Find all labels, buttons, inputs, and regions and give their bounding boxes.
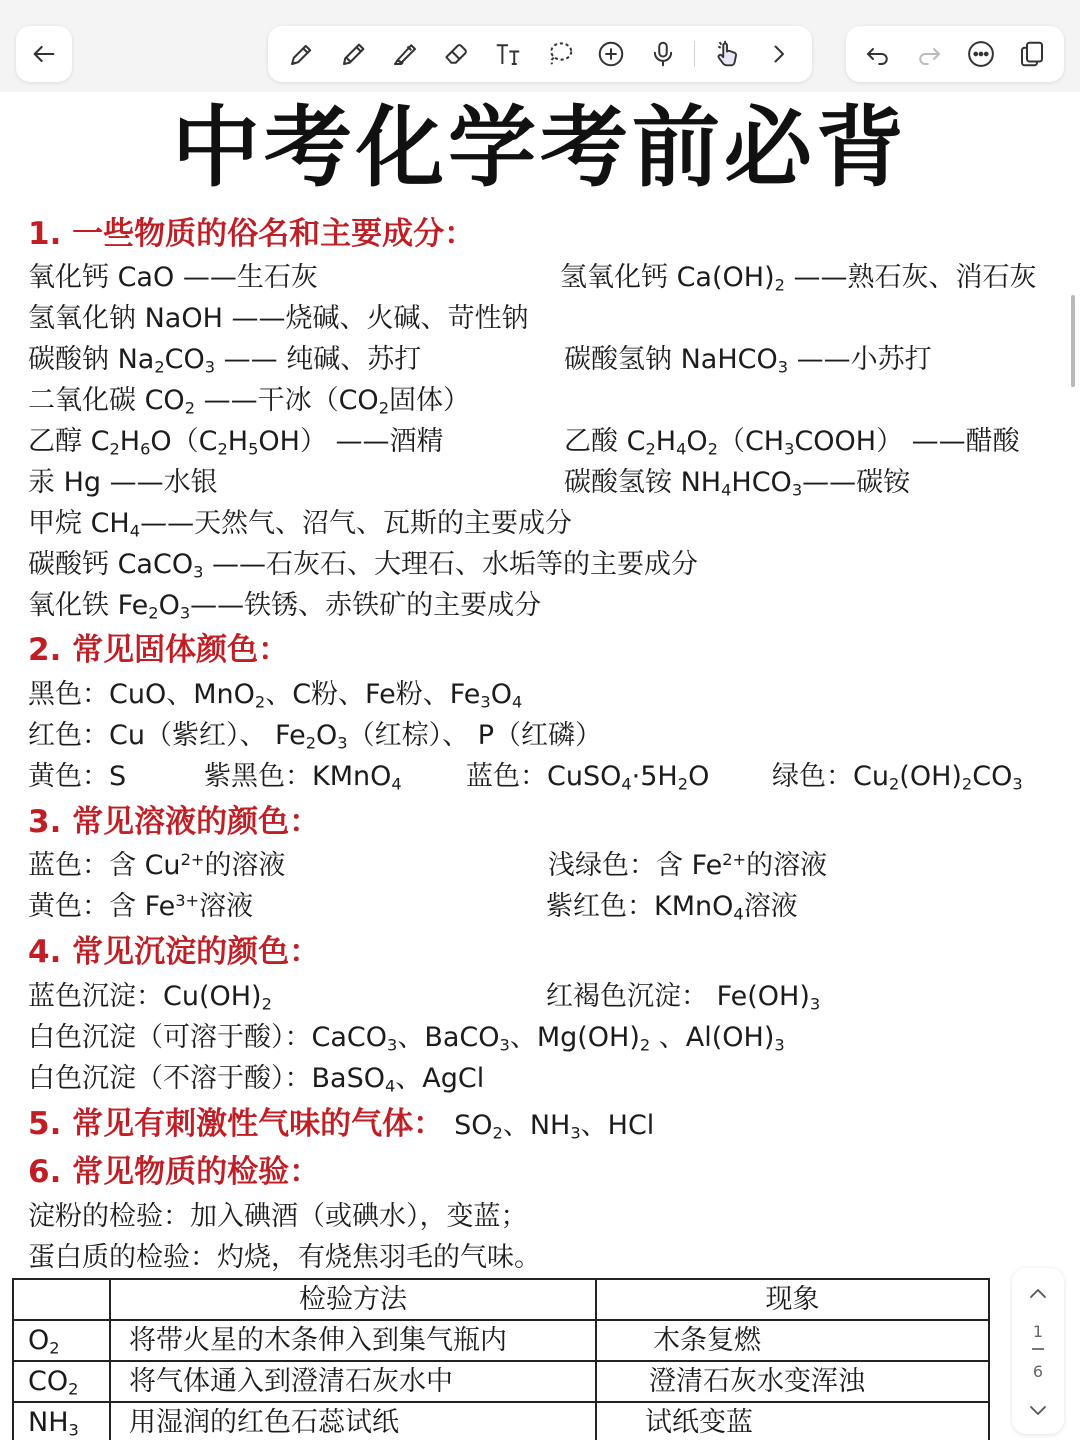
text-tool-icon bbox=[493, 39, 523, 69]
add-button[interactable] bbox=[591, 34, 631, 74]
undo-icon bbox=[863, 39, 893, 69]
table-cell-method: 用湿润的红色石蕊试纸 bbox=[110, 1402, 596, 1440]
table-row bbox=[13, 1361, 989, 1402]
text-line: 蓝色沉淀：$Cu(OH)_2$ 红褐色沉淀： $Fe(OH)_3$ bbox=[28, 981, 821, 1014]
more-button[interactable] bbox=[961, 34, 1001, 74]
table-cell-substance: $NH_3$ bbox=[13, 1402, 110, 1440]
more-tools-button[interactable] bbox=[758, 34, 798, 74]
document-page bbox=[0, 92, 1080, 1440]
chevron-right-icon bbox=[763, 39, 793, 69]
text-line: 黄色：S 紫黑色：KMnO$_4$ 蓝色：$CuSO_4\cdot 5H_2O$ 绿色：$Cu_2(OH)_2CO_3$ bbox=[28, 761, 1023, 794]
touch-mode-button[interactable] bbox=[707, 34, 747, 74]
touch-hand-icon bbox=[712, 39, 742, 69]
text-line: 蛋白质的检验：灼烧，有烧焦羽毛的气味。 bbox=[28, 1242, 541, 1273]
table-header-cell: 检验方法 bbox=[110, 1279, 596, 1320]
section-heading-6: 6. 常见物质的检验： bbox=[28, 1154, 321, 1190]
document-actions bbox=[846, 26, 1064, 82]
table-cell-substance: $CO_2$ bbox=[13, 1361, 110, 1402]
text-line: 甲烷 $CH_4——$天然气、沼气、瓦斯的主要成分 bbox=[28, 508, 573, 541]
table-cell-method: 将带火星的木条伸入到集气瓶内 bbox=[110, 1320, 596, 1361]
table-cell-phenomenon: 木条复燃 bbox=[596, 1320, 989, 1361]
drawing-tools bbox=[268, 26, 812, 82]
text-line: 氧化钙 CaO ——生石灰 氢氧化钙 $Ca(OH)_2$ ——熟石灰、消石灰 bbox=[28, 262, 1037, 295]
text-line: 二氧化碳 $CO_2$ ——干冰（$CO_2$固体） bbox=[28, 385, 470, 418]
text-line: 白色沉淀（可溶于酸）：CaCO$_3$、BaCO$_3$、$Mg(OH)_2$ 、$Al(OH)_3$ bbox=[28, 1022, 785, 1055]
text-line: 碳酸钠 $Na_2CO_3$ —— 纯碱、苏打 碳酸氢钠 NaHCO$_3$ ——小苏打 bbox=[28, 344, 932, 377]
section-heading-1: 1. 一些物质的俗名和主要成分： bbox=[28, 216, 476, 252]
lasso-tool-button[interactable] bbox=[540, 34, 580, 74]
text-line: 白色沉淀（不溶于酸）：BaSO$_4$、AgCl bbox=[28, 1063, 485, 1096]
current-page: 1 bbox=[1032, 1322, 1044, 1341]
back-button[interactable] bbox=[16, 26, 72, 82]
table-cell-phenomenon: 试纸变蓝 bbox=[596, 1402, 989, 1440]
table-cell-phenomenon: 澄清石灰水变浑浊 bbox=[596, 1361, 989, 1402]
eraser-icon bbox=[442, 39, 472, 69]
highlighter-tool-button[interactable] bbox=[385, 34, 425, 74]
pencil-icon bbox=[339, 39, 369, 69]
section-heading-2: 2. 常见固体颜色： bbox=[28, 632, 290, 668]
section-heading-4: 4. 常见沉淀的颜色： bbox=[28, 934, 321, 970]
lasso-icon bbox=[545, 39, 575, 69]
chevron-down-icon[interactable] bbox=[1024, 1400, 1052, 1420]
text-line: 蓝色：含 $Cu^{2+}$的溶液 浅绿色：含 $Fe^{2+}$的溶液 bbox=[28, 850, 828, 881]
highlighter-icon bbox=[390, 39, 420, 69]
page-navigator bbox=[1012, 1268, 1064, 1434]
table-row bbox=[13, 1402, 989, 1440]
table-header-row bbox=[13, 1279, 989, 1320]
table-header-cell: 现象 bbox=[596, 1279, 989, 1320]
pen-icon bbox=[287, 39, 317, 69]
section-heading-5: 5. 常见有刺激性气味的气体： $SO_2$、$NH_3$、HCl bbox=[28, 1106, 655, 1143]
text-line: 黑色：CuO、MnO$_2$、C粉、Fe粉、$Fe_3O_4$ bbox=[28, 679, 523, 712]
page-title: 中考化学考前必背 bbox=[171, 96, 908, 199]
text-line: 氢氧化钠 NaOH ——烧碱、火碱、苛性钠 bbox=[28, 303, 529, 334]
gas-list: $SO_2$、$NH_3$、HCl bbox=[454, 1110, 655, 1143]
add-icon bbox=[596, 39, 626, 69]
pen-tool-button[interactable] bbox=[282, 34, 322, 74]
page-separator bbox=[1032, 1348, 1044, 1350]
text-line: 氧化铁 $Fe_2O_3——$铁锈、赤铁矿的主要成分 bbox=[28, 590, 542, 623]
text-line: 黄色：含 $Fe^{3+}$溶液 紫红色：KMnO$_4$溶液 bbox=[28, 891, 798, 924]
text-line: 汞 Hg ——水银 碳酸氢铵 $NH_4HCO_3——$碳铵 bbox=[28, 467, 911, 500]
pencil-tool-button[interactable] bbox=[334, 34, 374, 74]
text-tool-button[interactable] bbox=[488, 34, 528, 74]
text-line: 淀粉的检验：加入碘酒（或碘水），变蓝； bbox=[28, 1201, 528, 1232]
total-pages: 6 bbox=[1032, 1362, 1044, 1381]
undo-button[interactable] bbox=[858, 34, 898, 74]
microphone-button[interactable] bbox=[643, 34, 683, 74]
text-line: 红色：Cu（紫红）、 $Fe_2O_3$（红棕）、 P（红磷） bbox=[28, 720, 602, 753]
detection-table bbox=[12, 1278, 990, 1440]
scrollbar-thumb[interactable] bbox=[1071, 295, 1075, 387]
table-header-cell bbox=[13, 1279, 110, 1320]
eraser-tool-button[interactable] bbox=[437, 34, 477, 74]
text-line: 乙醇 $C_2H_6O(C_2H_5OH)$ ——酒精 乙酸 $C_2H_4O_2(CH_3COOH)$ ——醋酸 bbox=[28, 426, 1020, 459]
chevron-up-icon[interactable] bbox=[1024, 1284, 1052, 1304]
table-row bbox=[13, 1320, 989, 1361]
toolbar-divider bbox=[694, 41, 695, 67]
more-icon bbox=[966, 39, 996, 69]
top-toolbar bbox=[0, 0, 1080, 92]
section-heading-3: 3. 常见溶液的颜色： bbox=[28, 804, 321, 840]
microphone-icon bbox=[648, 39, 678, 69]
redo-icon bbox=[914, 39, 944, 69]
table-cell-method: 将气体通入到澄清石灰水中 bbox=[110, 1361, 596, 1402]
pages-icon bbox=[1017, 39, 1047, 69]
table-cell-substance: $O_2$ bbox=[13, 1320, 110, 1361]
text-line: 碳酸钙 CaCO$_3$ ——石灰石、大理石、水垢等的主要成分 bbox=[28, 549, 698, 582]
redo-button[interactable] bbox=[909, 34, 949, 74]
arrow-left-icon bbox=[30, 40, 58, 68]
pages-button[interactable] bbox=[1012, 34, 1052, 74]
